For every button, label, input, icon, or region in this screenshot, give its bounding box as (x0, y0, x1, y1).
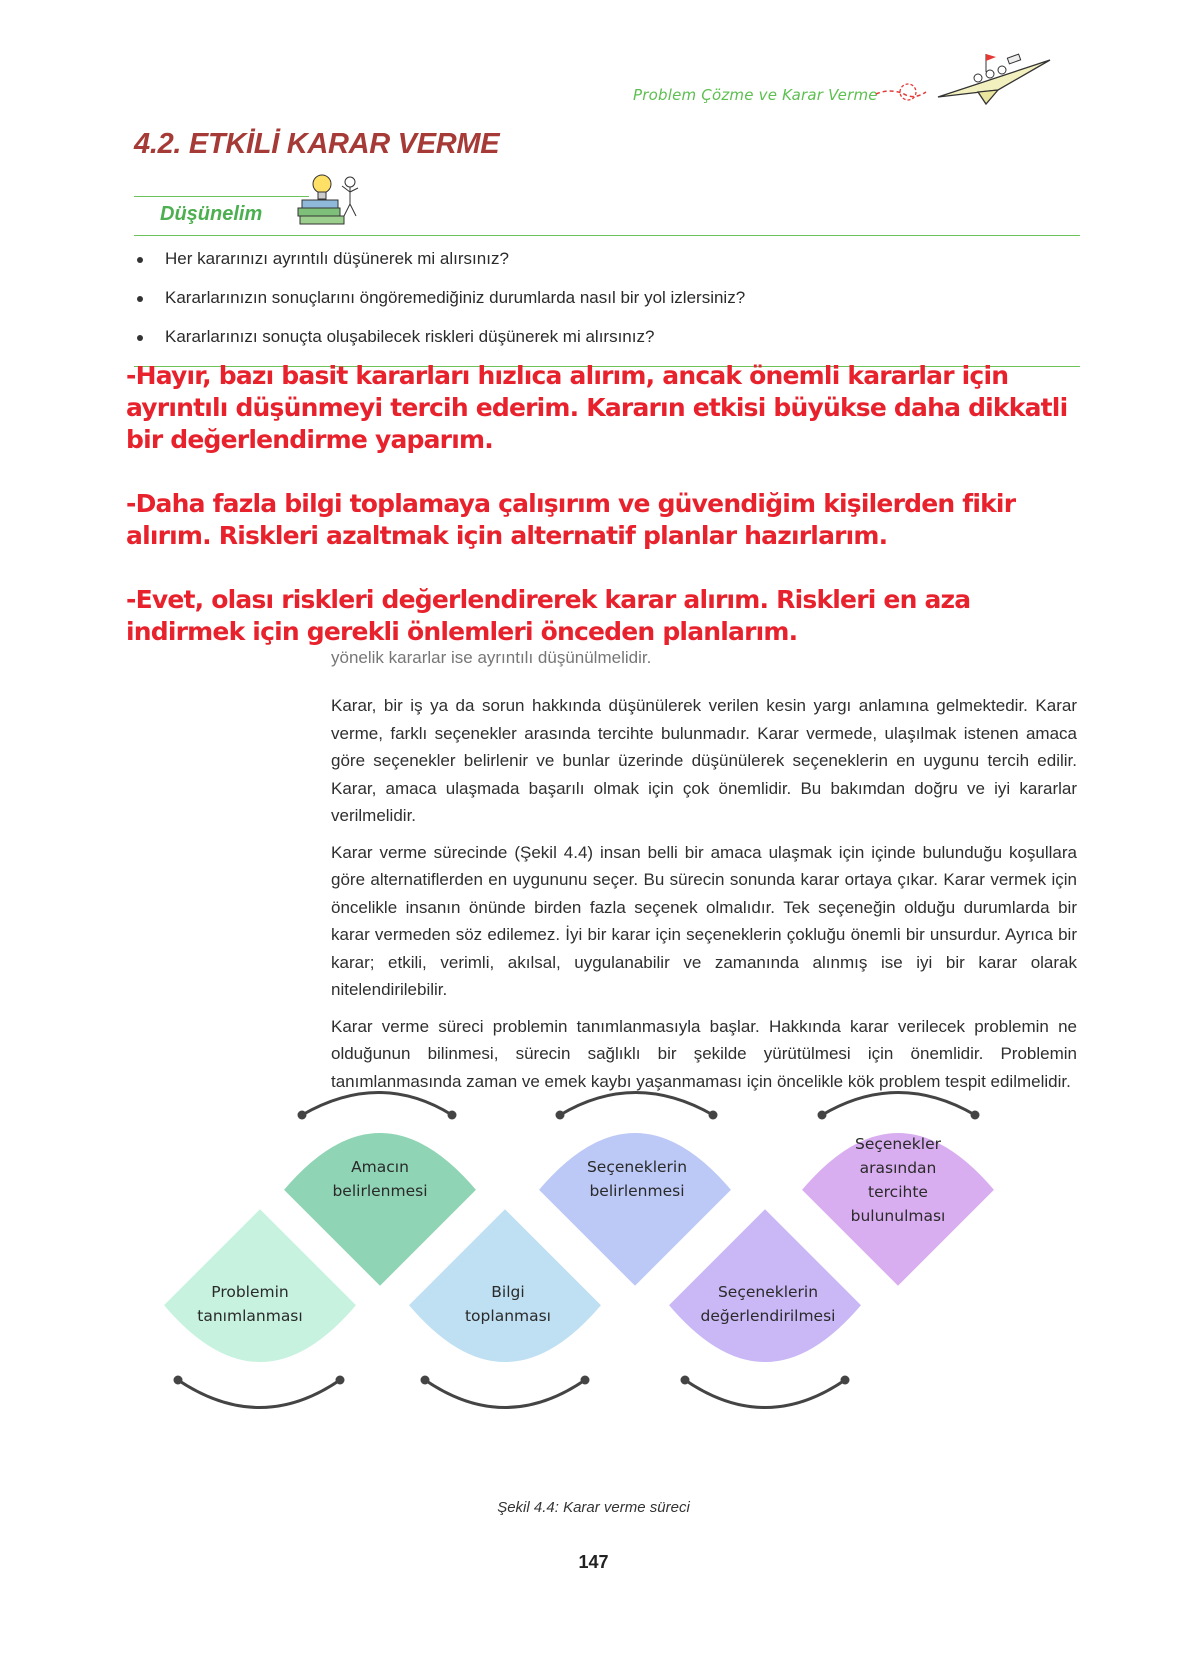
bullet-icon (137, 257, 143, 263)
list-item: Kararlarınızı sonuçta oluşabilecek riskleri düşünerek mi alırsınız? (134, 326, 1034, 365)
body-text (331, 692, 1077, 1104)
arc-bottom-3 (685, 1380, 845, 1408)
clipped-text-line: yönelik kararlar ise ayrıntılı düşünülmelidir. (331, 648, 652, 667)
list-item: Her kararınızı ayrıntılı düşünerek mi alırsınız? (134, 248, 1034, 287)
lightbulb-books-icon (296, 170, 362, 226)
paragraph: Karar verme süreci problemin tanımlanmasıyla başlar. Hakkında karar verilecek problemin ne olduğunun bilinmesi, sürecin sağlıklı bir şekilde yürütülmesi için önemlidir. Problemin tanımlanmasında zaman ve emek kaybı yaşanmaması için öncelikle kök problem tespit edilmelidir. (331, 1016, 1077, 1091)
think-divider (134, 235, 1080, 236)
step-label-3: Bilgi toplanması (464, 1283, 552, 1325)
arc-bottom-1 (178, 1380, 340, 1408)
answer-1: -Hayır, bazı basit kararları hızlıca alırım, ancak önemli kararlar için ayrıntılı düşünmeyi tercih ederim. Kararın etkisi büyükse daha dikkatli bir değerlendirme yaparım. (126, 361, 1068, 454)
paper-plane-illustration (868, 42, 1058, 112)
bullet-icon (137, 296, 143, 302)
paragraph: Karar verme sürecinde (Şekil 4.4) insan belli bir amaca ulaşmak için içinde bulunduğu koşullara göre alternatiflerden en uygununu seçer. Bu sürecin sonunda karar ortaya çıkar. Karar vermek için öncelikle insanın önünde birden fazla seçenek olmalıdır. Tek seçeneğin olduğu durumlarda bir karar vermeden söz edilemez. İyi bir karar için seçeneklerin çokluğu önemli bir unsurdur. Ayrıca bir karar; etkili, verimli, akılsal, uygulanabilir ve zamanında alınmış ise iyi bir karar olarak nitelendirilebilir. (331, 842, 1077, 999)
answer-block (126, 360, 1076, 680)
paragraph: Karar, bir iş ya da sorun hakkında düşünülerek verilen kesin yargı anlamına gelmektedir. Karar verme, farklı seçenekler arasında tercihte bulunmadır. Karar vermede, ulaşılmak istenen amaca göre seçenekler belirlenir ve bunlar üzerinde düşünülerek seçeneklerin en uygunu tercih edilir. Karar, amaca ulaşmada başarılı olmak için çok önemlidir. Bu bakımdan doğru ve iyi kararlar verilmelidir. (331, 696, 1077, 825)
answer-2: -Daha fazla bilgi toplamaya çalışırım ve güvendiğim kişilerden fikir alırım. Riskleri azaltmak için alternatif planlar hazırlarım. (126, 489, 1016, 550)
step-label-1: Problemin tanımlanması (197, 1283, 303, 1325)
running-head: Problem Çözme ve Karar Verme (633, 86, 878, 104)
step-label-5: Seçeneklerin değerlendirilmesi (700, 1283, 836, 1325)
think-divider-top (134, 196, 309, 197)
step-label-4: Seçeneklerin belirlenmesi (586, 1158, 688, 1200)
answer-3: -Evet, olası riskleri değerlendirerek karar alırım. Riskleri en aza indirmek için gerekli önlemleri önceden planlarım. (126, 585, 971, 646)
step-label-6: Seçenekler arasından tercihte bulunulması (850, 1135, 946, 1225)
think-label: Düşünelim (160, 203, 263, 225)
arc-bottom-2 (425, 1380, 585, 1408)
section-title: 4.2. ETKİLİ KARAR VERME (134, 128, 500, 160)
decision-process-diagram (130, 1125, 1050, 1475)
page-number: 147 (578, 1552, 609, 1572)
bullet-icon (137, 335, 143, 341)
figure-caption: Şekil 4.4: Karar verme süreci (497, 1499, 690, 1516)
list-item: Kararlarınızın sonuçlarını öngöremediğiniz durumlarda nasıl bir yol izlersiniz? (134, 287, 1034, 326)
step-label-2: Amacın belirlenmesi (332, 1158, 428, 1200)
think-question-list (134, 248, 1034, 365)
